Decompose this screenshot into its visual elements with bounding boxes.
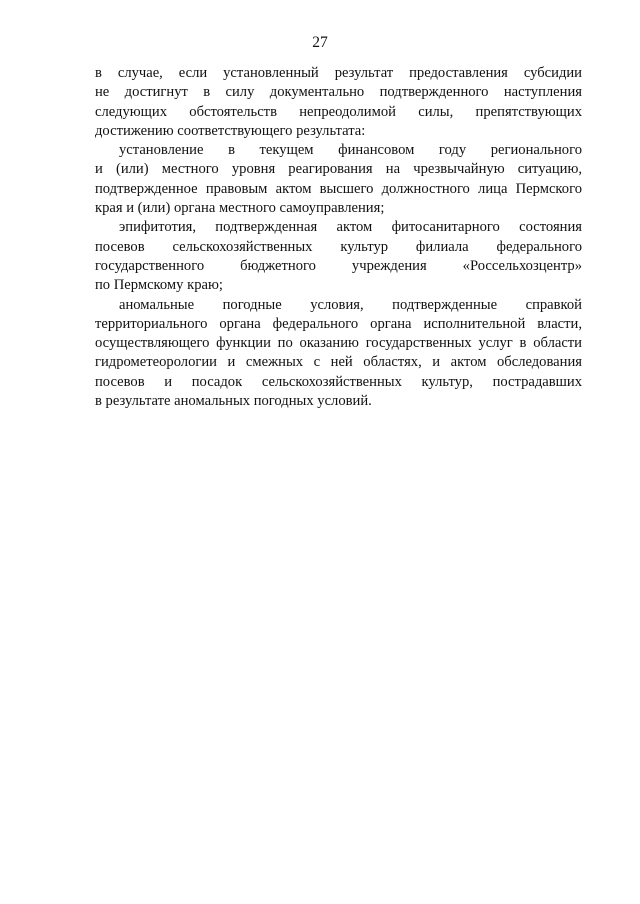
paragraph-emergency-response — [95, 141, 582, 218]
text-line: территориального органа федерального органа исполнительной власти, — [95, 315, 582, 332]
body-text — [95, 64, 582, 411]
text-line: и (или) местного уровня реагирования на чрезвычайную ситуацию, — [95, 161, 582, 178]
text-line: гидрометеорологии и смежных с ней областях, и актом обследования — [95, 354, 582, 371]
text-line: в результате аномальных погодных условий. — [95, 393, 372, 410]
text-line: края и (или) органа местного самоуправления; — [95, 200, 385, 217]
text-line: по Пермскому краю; — [95, 277, 223, 294]
paragraph-condition-intro — [95, 64, 582, 141]
text-line: следующих обстоятельств непреодолимой силы, препятствующих — [95, 103, 582, 120]
text-line: установление в текущем финансовом году регионального — [119, 142, 582, 159]
text-line: посевов сельскохозяйственных культур филиала федерального — [95, 238, 582, 255]
page-number: 27 — [312, 34, 328, 51]
text-line: посевов и посадок сельскохозяйственных культур, пострадавших — [95, 373, 582, 390]
text-line: не достигнут в силу документально подтвержденного наступления — [95, 84, 582, 101]
text-line: государственного бюджетного учреждения «Россельхозцентр» — [95, 257, 582, 274]
text-line: достижению соответствующего результата: — [95, 122, 366, 139]
text-line: осуществляющего функции по оказанию государственных услуг в области — [95, 335, 582, 352]
paragraph-abnormal-weather — [95, 296, 582, 412]
paragraph-epiphytotic — [95, 218, 582, 295]
text-line: эпифитотия, подтвержденная актом фитосанитарного состояния — [119, 219, 582, 236]
text-line: в случае, если установленный результат предоставления субсидии — [95, 65, 582, 81]
text-line: аномальные погодные условия, подтвержденные справкой — [119, 296, 582, 313]
text-line: подтвержденное правовым актом высшего должностного лица Пермского — [95, 180, 582, 197]
